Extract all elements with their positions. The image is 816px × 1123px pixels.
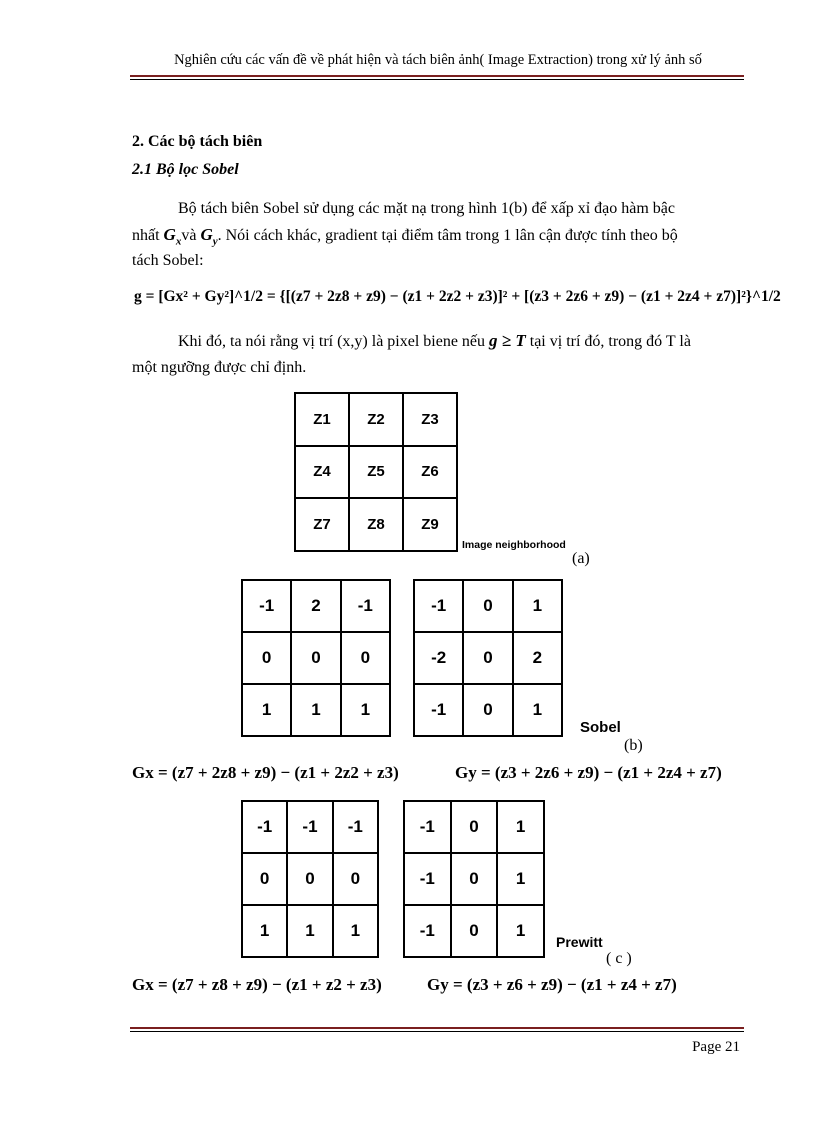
mask-cell: 2 [513,632,562,684]
mask-cell: -1 [404,801,451,853]
prewitt-gy-mask [403,800,545,958]
neighborhood-cell: Z2 [349,393,403,446]
mask-cell: 0 [242,632,291,684]
paragraph-2-line-2: một ngưỡng được chỉ định. [132,359,307,376]
mask-cell: 0 [463,684,512,736]
neighborhood-cell: Z4 [295,446,349,499]
paragraph-text: tại vị trí đó, trong đó T là [529,333,691,350]
mask-cell: -1 [341,580,390,632]
header-rule-thin [130,79,744,80]
neighborhood-label: Image neighborhood [462,539,566,551]
mask-cell: 0 [291,632,340,684]
mask-cell: 1 [242,905,287,957]
sobel-gy-mask [413,579,563,737]
mask-cell: 1 [513,684,562,736]
mask-cell: -1 [333,801,378,853]
mask-cell: 1 [287,905,332,957]
mask-cell: -1 [404,905,451,957]
subsection-heading: 2.1 Bộ lọc Sobel [132,161,239,178]
paragraph-text: . Nói cách khác, gradient tại điểm tâm trong 1 lân cận được tính theo bộ [217,227,678,244]
section-heading: 2. Các bộ tách biên [132,133,263,150]
paragraph-1-line-3: tách Sobel: [132,252,204,269]
page-header-title: Nghiên cứu các vấn đề về phát hiện và tách biên ảnh( Image Extraction) trong xử lý ảnh số [174,52,702,68]
mask-cell: -1 [242,801,287,853]
sobel-gy-formula: Gy = (z3 + 2z6 + z9) − (z1 + 2z4 + z7) [455,763,722,782]
neighborhood-cell: Z5 [349,446,403,499]
mask-cell: 1 [242,684,291,736]
gx-symbol: $G_x$ [163,225,182,248]
prewitt-label: Prewitt [556,934,603,950]
gy-symbol: $G_y$ [200,225,218,248]
mask-cell: 0 [451,905,498,957]
mask-cell: 1 [497,801,544,853]
mask-cell: -1 [242,580,291,632]
neighborhood-cell: Z3 [403,393,457,446]
mask-cell: 0 [463,632,512,684]
mask-cell: 0 [242,853,287,905]
gradient-formula: g = [Gx² + Gy²]^1/2 = {[(z7 + 2z8 + z9) − (z1 + 2z2 + z3)]² + [(z3 + 2z6 + z9) − (z1 + 2z4 + z7)]²}^1/2 [134,288,781,305]
neighborhood-cell: Z1 [295,393,349,446]
mask-cell: 0 [451,853,498,905]
neighborhood-cell: Z8 [349,498,403,551]
mask-cell: 2 [291,580,340,632]
sobel-gx-mask [241,579,391,737]
prewitt-gy-formula: Gy = (z3 + z6 + z9) − (z1 + z4 + z7) [427,975,677,994]
mask-cell: 0 [451,801,498,853]
figure-tag-c: ( c ) [606,950,632,967]
prewitt-gx-formula: Gx = (z7 + z8 + z9) − (z1 + z2 + z3) [132,975,382,994]
neighborhood-grid [294,392,458,552]
mask-cell: -1 [414,580,463,632]
neighborhood-cell: Z6 [403,446,457,499]
neighborhood-cell: Z7 [295,498,349,551]
paragraph-text: Khi đó, ta nói rằng vị trí (x,y) là pixel biene nếu [178,333,486,350]
mask-cell: 1 [497,905,544,957]
paragraph-text: nhất [132,227,160,244]
mask-cell: 1 [513,580,562,632]
mask-cell: 0 [463,580,512,632]
footer-rule-thin [130,1031,744,1032]
paragraph-1-line-1: Bộ tách biên Sobel sử dụng các mặt nạ trong hình 1(b) để xấp xỉ đạo hàm bậc [178,200,675,217]
figure-tag-a: (a) [572,550,590,567]
mask-cell: 0 [333,853,378,905]
header-rule [130,75,744,77]
figure-tag-b: (b) [624,737,643,754]
threshold-expression: g ≥ T [489,331,526,350]
mask-cell: -1 [404,853,451,905]
mask-cell: 1 [497,853,544,905]
footer-rule [130,1027,744,1029]
paragraph-2-line-1 [178,328,691,355]
mask-cell: 1 [333,905,378,957]
mask-cell: 1 [291,684,340,736]
paragraph-text: và [181,227,197,244]
mask-cell: -2 [414,632,463,684]
sobel-gx-formula: Gx = (z7 + 2z8 + z9) − (z1 + 2z2 + z3) [132,763,399,782]
prewitt-gx-mask [241,800,379,958]
mask-cell: -1 [287,801,332,853]
paragraph-1-line-2 [132,222,678,254]
mask-cell: -1 [414,684,463,736]
neighborhood-cell: Z9 [403,498,457,551]
sobel-label: Sobel [580,719,621,736]
mask-cell: 1 [341,684,390,736]
mask-cell: 0 [287,853,332,905]
page-number: Page 21 [692,1039,740,1055]
mask-cell: 0 [341,632,390,684]
